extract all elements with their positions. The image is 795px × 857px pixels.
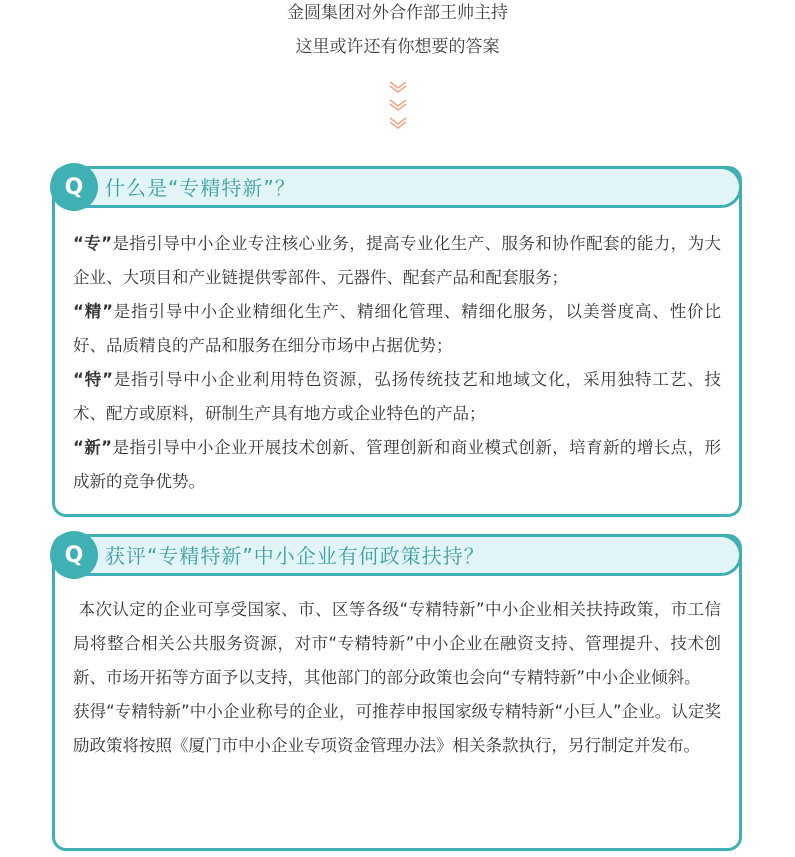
paragraph-text: 是指引导中小企业专注核心业务，提高专业化生产、服务和协作配套的能力，为大企业、大项目和产业链提供零部件、元器件、配套产品和配套服务； <box>73 234 721 287</box>
question-title: 什么是“专精特新”？ <box>105 176 296 200</box>
answer-paragraph <box>73 363 721 431</box>
keyword: “专” <box>73 234 113 253</box>
keyword: “特” <box>73 370 113 389</box>
intro-line-1: 金圆集团对外合作部王帅主持 <box>287 3 508 23</box>
answer-paragraph <box>73 227 721 295</box>
answer-paragraph <box>73 431 721 499</box>
answer-body <box>73 593 721 763</box>
intro-line-2: 这里或许还有你想要的答案 <box>295 37 500 57</box>
q-badge-icon: Q <box>50 163 98 211</box>
paragraph-text: 是指引导中小企业开展技术创新、管理创新和商业模式创新，培育新的增长点，形成新的竞争优势。 <box>73 438 721 491</box>
answer-body <box>73 227 721 499</box>
question-bar <box>52 534 742 576</box>
qa-card-2 <box>52 534 742 851</box>
triple-chevron-down-icon <box>388 80 408 136</box>
paragraph-text: 是指引导中小企业精细化生产、精细化管理、精细化服务，以美誉度高、性价比好、品质精良的产品和服务在细分市场中占据优势； <box>73 302 721 355</box>
keyword: “精” <box>73 302 113 321</box>
answer-paragraph <box>73 593 721 695</box>
question-title: 获评“专精特新”中小企业有何政策扶持？ <box>105 544 485 568</box>
keyword: “新” <box>73 438 113 457</box>
answer-paragraph <box>73 695 721 763</box>
qa-card-1 <box>52 166 742 517</box>
paragraph-text: 获得“专精特新”中小企业称号的企业，可推荐申报国家级专精特新“小巨人”企业。认定奖励政策将按照《厦门市中小企业专项资金管理办法》相关条款执行，另行制定并发布。 <box>73 702 721 755</box>
question-bar <box>52 166 742 208</box>
answer-paragraph <box>73 295 721 363</box>
paragraph-text: 是指引导中小企业利用特色资源，弘扬传统技艺和地域文化，采用独特工艺、技术、配方或原料，研制生产具有地方或企业特色的产品； <box>73 370 721 423</box>
q-badge-icon: Q <box>50 531 98 579</box>
paragraph-text: 本次认定的企业可享受国家、市、区等各级“专精特新”中小企业相关扶持政策，市工信局将整合相关公共服务资源，对市“专精特新”中小企业在融资支持、管理提升、技术创新、市场开拓等方面予以支持，其他部门的部分政策也会向“专精特新”中小企业倾斜。 <box>73 600 721 687</box>
